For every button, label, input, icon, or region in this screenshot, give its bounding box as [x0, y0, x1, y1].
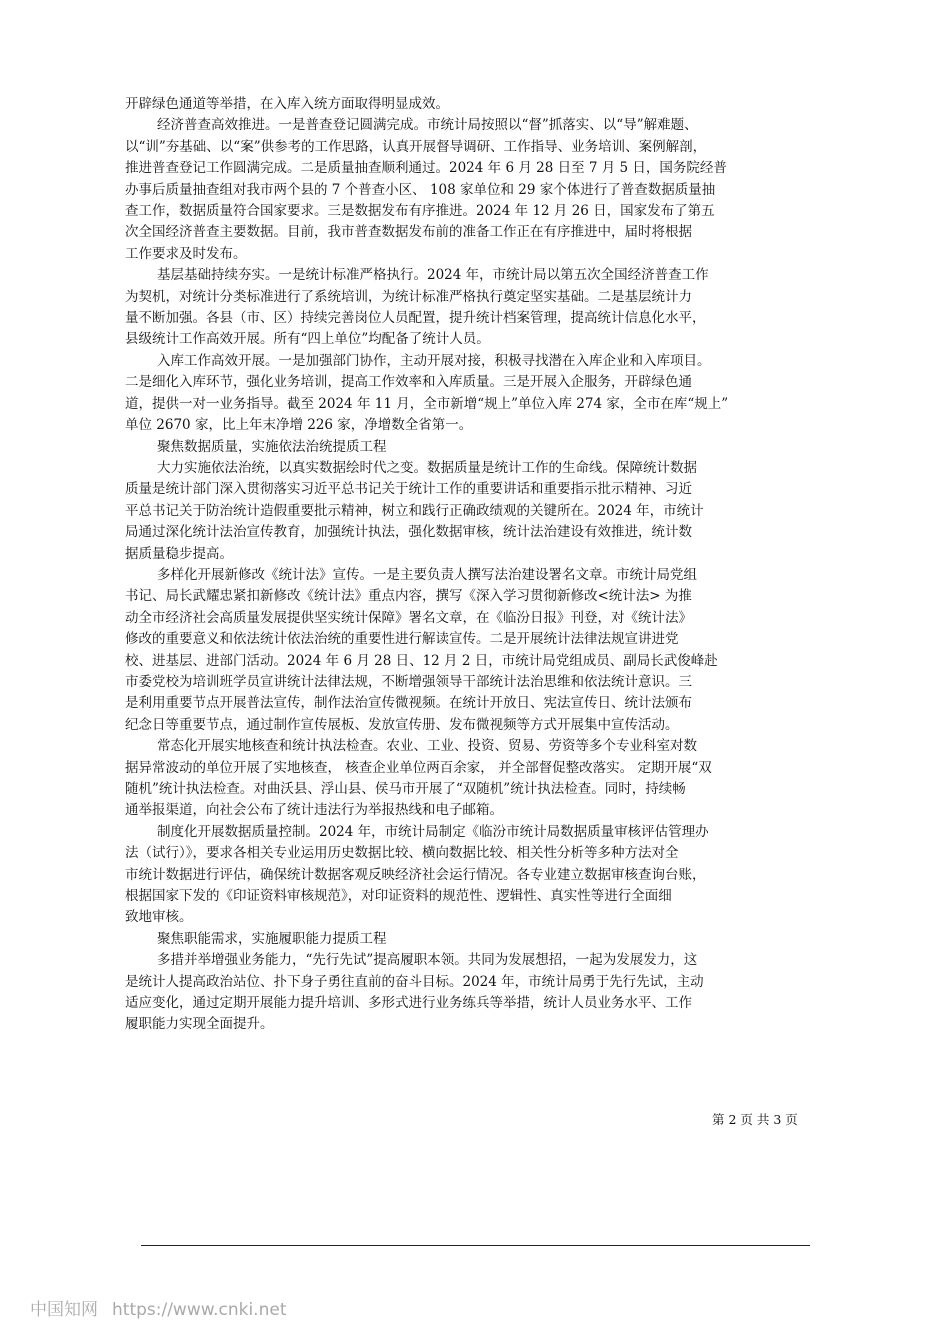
text-line: 以“训”夯基础、以“案”供参考的工作思路，认真开展督导调研、工作指导、业务培训、案例解剖，	[125, 138, 707, 155]
text-line: 根据国家下发的《印证资料审核规范》，对印证资料的规范性、逻辑性、真实性等进行全面细	[125, 888, 672, 905]
text-line: 单位 2670 家，比上年末净增 226 家，净增数全省第一。	[125, 417, 473, 434]
watermark	[30, 1295, 300, 1320]
text-line: 多措并举增强业务能力，“先行先试”提高履职本领。共同为发展想招，一起为发展发力，这	[157, 952, 698, 969]
text-line: 为契机，对统计分类标准进行了系统培训，为统计标准严格执行奠定坚实基础。二是基层统计力	[125, 288, 692, 305]
text-line: 二是细化入库环节，强化业务培训，提高工作效率和入库质量。三是开展入企服务，开辟绿色通	[125, 374, 692, 391]
text-line: 县级统计工作高效开展。所有“四上单位”均配备了统计人员。	[125, 331, 490, 348]
text-line: 纪念日等重要节点，通过制作宣传展板、发放宣传册、发布微视频等方式开展集中宣传活动。	[125, 716, 679, 733]
text-line: 校、进基层、进部门活动。2024 年 6 月 28 日、12 月 2 日，市统计局党组成员、副局长武俊峰赴	[125, 652, 718, 669]
text-line: 法（试行）》，要求各相关专业运用历史数据比较、横向数据比较、相关性分析等多种方法对全	[125, 845, 679, 862]
text-line: 局通过深化统计法治宣传教育，加强统计执法，强化数据审核，统计法治建设有效推进，统计数	[125, 524, 692, 541]
text-line: 常态化开展实地核查和统计执法检查。农业、工业、投资、贸易、劳资等多个专业科室对数	[157, 738, 697, 755]
page-number: 第 2 页 共 3 页	[712, 1112, 798, 1127]
text-line: 履职能力实现全面提升。	[125, 1016, 274, 1033]
body-text	[125, 94, 837, 1036]
text-line: 是利用重要节点开展普法宣传，制作法治宣传微视频。在统计开放日、宪法宣传日、统计法颁布	[125, 695, 692, 712]
text-line: 大力实施依法治统，以真实数据绘时代之变。数据质量是统计工作的生命线。保障统计数据	[157, 459, 697, 476]
text-line: 量不断加强。各县（市、区）持续完善岗位人员配置，提升统计档案管理，提高统计信息化水平，	[125, 310, 706, 327]
text-line: 多样化开展新修改《统计法》宣传。一是主要负责人撰写法治建设署名文章。市统计局党组	[157, 566, 697, 583]
text-line: 基层基础持续夯实。一是统计标准严格执行。2024 年，市统计局以第五次全国经济普查工作	[157, 267, 709, 284]
text-line: 查工作，数据质量符合国家要求。三是数据发布有序推进。2024 年 12 月 26 日，国家发布了第五	[125, 203, 715, 220]
text-line: 入库工作高效开展。一是加强部门协作，主动开展对接，积极寻找潜在入库企业和入库项目。	[157, 352, 711, 369]
text-line: 制度化开展数据质量控制。2024 年，市统计局制定《临汾市统计局数据质量审核评估管理办	[157, 823, 709, 840]
watermark-url: https://www.cnki.net	[112, 1300, 287, 1320]
text-line: 据质量稳步提高。	[125, 545, 233, 562]
text-line: 修改的重要意义和依法统计依法治统的重要性进行解读宣传。二是开展统计法律法规宣讲进党	[125, 631, 679, 648]
text-line: 据异常波动的单位开展了实地核查， 核查企业单位两百余家， 并全部督促整改落实。 定期开展“双	[125, 759, 712, 776]
text-line: 道，提供一对一业务指导。截至 2024 年 11 月，全市新增“规上”单位入库 274 家，全市在库“规上”	[125, 395, 729, 412]
watermark-brand: 中国知网	[30, 1300, 98, 1320]
text-line: 质量是统计部门深入贯彻落实习近平总书记关于统计工作的重要讲话和重要指示批示精神、习近	[125, 481, 692, 498]
text-line: 工作要求及时发布。	[125, 245, 247, 262]
text-line: 市委党校为培训班学员宣讲统计法律法规，不断增强领导干部统计法治思维和依法统计意识。三	[125, 673, 692, 690]
text-line: 动全市经济社会高质量发展提供坚实统计保障》署名文章，在《临汾日报》刊登，对《统计法》	[125, 609, 692, 626]
text-line: 聚焦职能需求，实施履职能力提质工程	[157, 930, 387, 947]
text-line: 办事后质量抽查组对我市两个县的 7 个普查小区、 108 家单位和 29 家个体进行了普查数据质量抽	[125, 181, 716, 198]
text-line: 次全国经济普查主要数据。目前，我市普查数据发布前的准备工作正在有序推进中，届时将根据	[125, 224, 692, 241]
text-line: 随机”统计执法检查。对曲沃县、浮山县、侯马市开展了“双随机”统计执法检查。同时，持续畅	[125, 781, 686, 797]
text-line: 开辟绿色通道等举措，在入库入统方面取得明显成效。	[125, 96, 449, 112]
text-line: 聚焦数据质量，实施依法治统提质工程	[157, 438, 387, 455]
text-line: 通举报渠道，向社会公布了统计违法行为举报热线和电子邮箱。	[125, 802, 503, 819]
text-line: 书记、局长武耀忠紧扣新修改《统计法》重点内容，撰写《深入学习贯彻新修改<统计法> 为推	[125, 588, 692, 605]
text-line: 适应变化，通过定期开展能力提升培训、多形式进行业务练兵等举措，统计人员业务水平、工作	[125, 995, 692, 1012]
text-line: 推进普查登记工作圆满完成。二是质量抽查顺利通过。2024 年 6 月 28 日至 7 月 5 日，国务院经普	[125, 160, 727, 177]
text-line: 是统计人提高政治站位、扑下身子勇往直前的奋斗目标。2024 年，市统计局勇于先行先试，主动	[125, 973, 704, 990]
footer-divider	[141, 1245, 810, 1246]
text-line: 致地审核。	[125, 909, 193, 926]
text-line: 市统计数据进行评估，确保统计数据客观反映经济社会运行情况。各专业建立数据审核查询台账，	[125, 866, 706, 883]
text-line: 平总书记关于防治统计造假重要批示精神，树立和践行正确政绩观的关键所在。2024 年，市统计	[125, 502, 704, 519]
text-line: 经济普查高效推进。一是普查登记圆满完成。市统计局按照以“督”抓落实、以“导”解难题、	[157, 117, 698, 134]
